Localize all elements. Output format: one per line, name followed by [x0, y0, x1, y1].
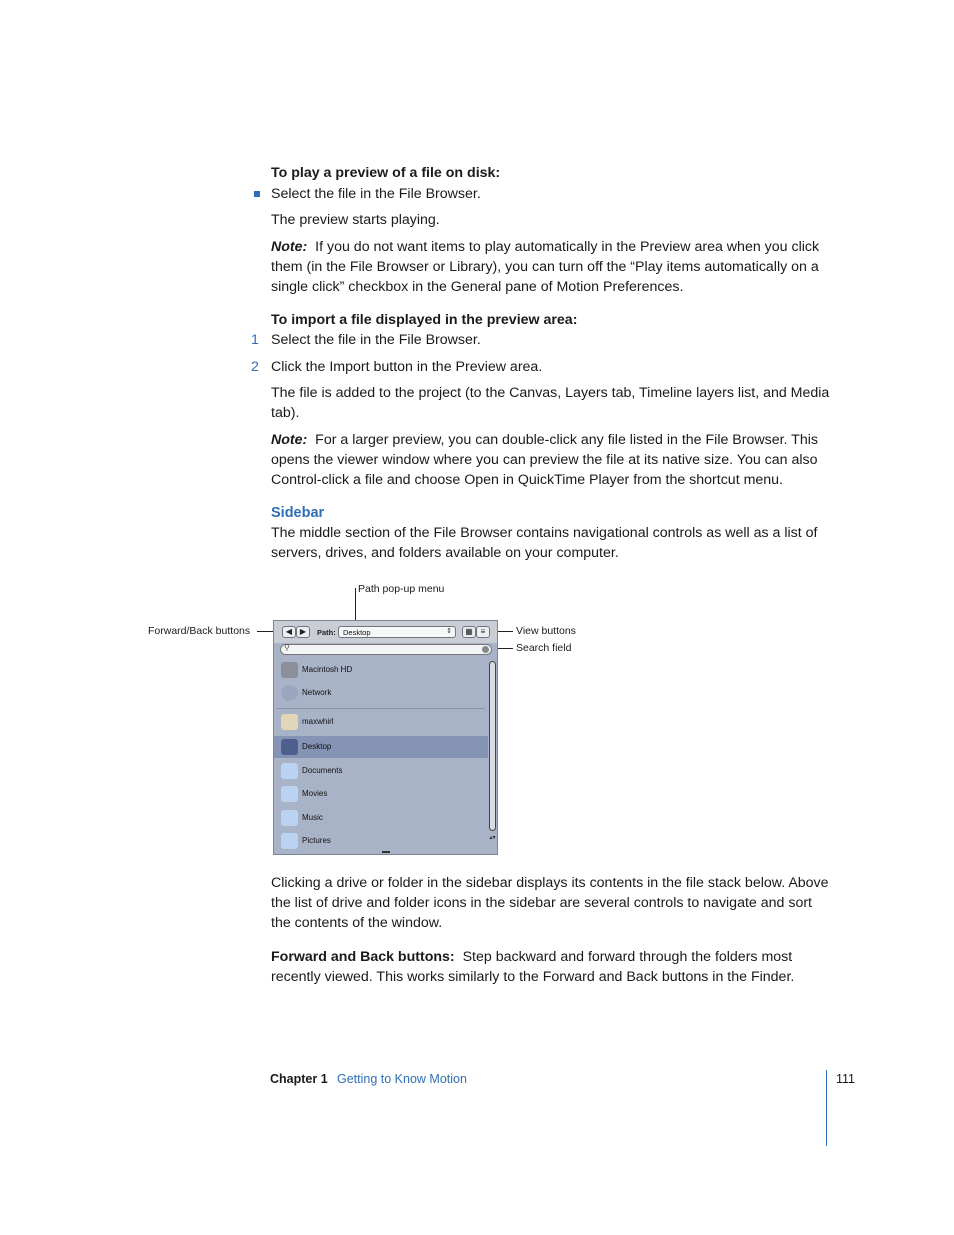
callout-search-field: Search field	[516, 642, 572, 654]
footer-chapter: Chapter 1	[270, 1072, 328, 1086]
sidebar-item-pictures[interactable]	[274, 830, 488, 852]
sidebar-intro: The middle section of the File Browser contains navigational controls as well as a list of servers, drives, and folders available on your computer.	[271, 525, 818, 561]
note-label: Note:	[271, 239, 308, 255]
sidebar-scrollbar[interactable]	[489, 661, 496, 831]
footer-chapter-title: Getting to Know Motion	[337, 1072, 467, 1086]
sidebar-toolbar	[274, 621, 497, 643]
movies-folder-icon	[281, 786, 298, 802]
forward-button[interactable]	[296, 626, 310, 638]
sidebar-description: Clicking a drive or folder in the sidebar displays its contents in the file stack below. Above the list of drive and folder icons in the sidebar are several controls to navigate and sort the contents of the window.	[271, 875, 829, 931]
sidebar-item-label: Macintosh HD	[302, 665, 353, 674]
step-text-1: Select the file in the File Browser.	[271, 332, 481, 348]
page-number: 111	[836, 1072, 856, 1086]
path-popup-menu[interactable]	[338, 626, 456, 638]
hard-drive-icon	[281, 662, 298, 678]
clear-search-icon[interactable]	[482, 646, 489, 653]
path-label: Path:	[317, 628, 336, 637]
desktop-icon	[281, 739, 298, 755]
note-play-preview	[271, 237, 831, 297]
music-folder-icon	[281, 810, 298, 826]
search-icon: ⚲	[284, 643, 290, 652]
back-arrow-icon: ◀	[285, 627, 293, 636]
sidebar-item-label: Movies	[302, 789, 328, 798]
list-icon: ≡	[480, 627, 486, 636]
callout-forward-back: Forward/Back buttons	[148, 625, 251, 637]
search-field[interactable]	[280, 644, 492, 655]
heading-play-preview: To play a preview of a file on disk:	[271, 165, 501, 181]
heading-import-file: To import a file displayed in the preview area:	[271, 312, 578, 328]
sidebar-item-label: Pictures	[302, 836, 331, 845]
step-number-2: 2	[251, 359, 259, 375]
icon-view-button[interactable]	[462, 626, 476, 638]
callout-path-menu: Path pop-up menu	[358, 583, 445, 595]
note-text: For a larger preview, you can double-click any file listed in the File Browser. This opens the viewer window where you can preview the file at its native size. You can also Control-click a file and choose Open in QuickTime Player from the shortcut menu.	[271, 432, 818, 488]
note-label: Note:	[271, 432, 308, 448]
resize-grip-icon[interactable]	[382, 851, 390, 853]
sidebar-item-network[interactable]	[274, 682, 488, 704]
forward-back-description	[271, 947, 831, 987]
pictures-folder-icon	[281, 833, 298, 849]
sidebar-item-documents[interactable]	[274, 760, 488, 782]
scroll-arrows-icon[interactable]: ▴▾	[489, 835, 496, 841]
forward-arrow-icon: ▶	[299, 627, 307, 636]
sidebar-item-label: maxwhirl	[302, 717, 334, 726]
note-larger-preview	[271, 430, 831, 490]
popup-arrows-icon: ⇕	[446, 628, 452, 635]
note-text: If you do not want items to play automatically in the Preview area when you click them (in the File Browser or Library), you can turn off the “Play items automatically on a single click” checkbox in the General pane of Motion Preferences.	[271, 239, 820, 295]
sidebar-item-macintosh-hd[interactable]	[274, 659, 488, 681]
list-view-button[interactable]	[476, 626, 490, 638]
bullet-text: Select the file in the File Browser.	[271, 186, 481, 202]
documents-folder-icon	[281, 763, 298, 779]
sidebar-item-movies[interactable]	[274, 783, 488, 805]
sidebar-item-maxwhirl[interactable]	[274, 711, 488, 733]
network-globe-icon	[281, 685, 298, 701]
callout-view-buttons: View buttons	[516, 625, 576, 637]
home-icon	[281, 714, 298, 730]
sidebar-item-desktop[interactable]	[274, 736, 488, 758]
step-number-1: 1	[251, 332, 259, 348]
back-button[interactable]	[282, 626, 296, 638]
result-import: The file is added to the project (to the Canvas, Layers tab, Timeline layers list, and Media tab).	[271, 385, 830, 421]
term-text: Step backward and forward through the folders most recently viewed. This works similarly to the Forward and Back buttons in the Finder.	[271, 949, 795, 985]
path-popup-value: Desktop	[343, 628, 371, 637]
sidebar-item-label: Desktop	[302, 742, 332, 751]
sidebar-list	[274, 659, 488, 855]
term-label: Forward and Back buttons:	[271, 949, 455, 965]
step-text-2: Click the Import button in the Preview area.	[271, 359, 543, 375]
sidebar-divider	[277, 708, 485, 709]
result-text: The preview starts playing.	[271, 212, 440, 228]
bullet-marker	[254, 191, 260, 197]
file-browser-sidebar-figure	[273, 620, 498, 855]
section-heading-sidebar: Sidebar	[271, 505, 325, 521]
sidebar-item-label: Music	[302, 813, 323, 822]
footer-divider	[826, 1070, 827, 1146]
sidebar-item-label: Network	[302, 688, 332, 697]
sidebar-item-music[interactable]	[274, 807, 488, 829]
sidebar-item-label: Documents	[302, 766, 343, 775]
grid-icon: ▦	[465, 627, 473, 636]
